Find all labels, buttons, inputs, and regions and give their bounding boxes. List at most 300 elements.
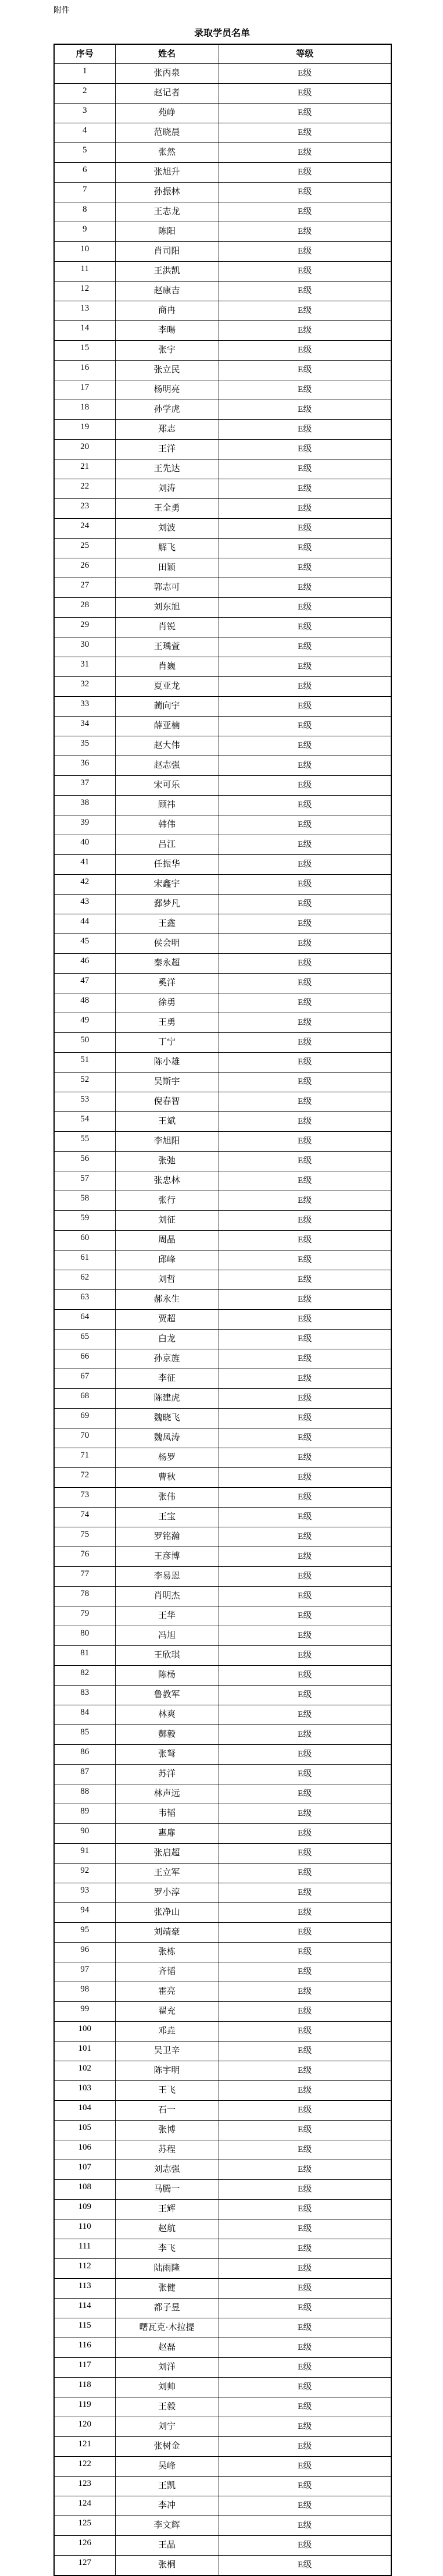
table-row <box>54 2279 391 2299</box>
table-row <box>54 2397 391 2417</box>
level-cell: E级 <box>219 1646 391 1666</box>
table-row <box>54 756 391 776</box>
table-row <box>54 1112 391 1132</box>
table-row <box>54 2180 391 2200</box>
level-cell: E级 <box>219 1883 391 1903</box>
name-cell: 夏亚龙 <box>115 677 219 697</box>
level-cell: E级 <box>219 2496 391 2516</box>
table-row <box>54 1409 391 1428</box>
row-number-cell: 7 <box>54 183 115 202</box>
name-cell: 徐勇 <box>115 993 219 1013</box>
level-cell: E级 <box>219 2061 391 2081</box>
level-cell: E级 <box>219 855 391 875</box>
level-cell: E级 <box>219 1844 391 1864</box>
name-cell: 罗小淳 <box>115 1883 219 1903</box>
name-cell: 任振华 <box>115 855 219 875</box>
level-cell: E级 <box>219 618 391 637</box>
level-cell: E级 <box>219 2259 391 2279</box>
level-cell: E级 <box>219 163 391 183</box>
level-cell: E级 <box>219 2002 391 2022</box>
name-cell: 张净山 <box>115 1903 219 1923</box>
name-cell: 李暘 <box>115 321 219 341</box>
row-number-cell: 70 <box>54 1428 115 1448</box>
row-number-cell: 14 <box>54 321 115 341</box>
row-number-cell: 40 <box>54 835 115 855</box>
table-row <box>54 183 391 202</box>
table-row <box>54 420 391 440</box>
name-cell: 苏程 <box>115 2140 219 2160</box>
name-cell: 赵磊 <box>115 2338 219 2358</box>
row-number-cell: 95 <box>54 1923 115 1943</box>
row-number-cell: 99 <box>54 2002 115 2022</box>
level-cell: E级 <box>219 776 391 796</box>
level-cell: E级 <box>219 1666 391 1686</box>
name-cell: 郭志可 <box>115 578 219 598</box>
table-row <box>54 459 391 479</box>
table-row <box>54 1231 391 1250</box>
name-cell: 李飞 <box>115 2239 219 2259</box>
level-cell: E级 <box>219 262 391 282</box>
name-cell: 王凯 <box>115 2477 219 2496</box>
table-row <box>54 677 391 697</box>
table-row <box>54 2002 391 2022</box>
row-number-cell: 84 <box>54 1705 115 1725</box>
level-cell: E级 <box>219 736 391 756</box>
level-cell: E级 <box>219 2160 391 2180</box>
name-cell: 王毅 <box>115 2397 219 2417</box>
level-cell: E级 <box>219 2101 391 2121</box>
level-cell: E级 <box>219 64 391 84</box>
level-cell: E级 <box>219 598 391 618</box>
table-row <box>54 2477 391 2496</box>
level-cell: E级 <box>219 1448 391 1468</box>
row-number-cell: 15 <box>54 341 115 361</box>
level-cell: E级 <box>219 1389 391 1409</box>
table-row <box>54 361 391 380</box>
col-header-level: 等级 <box>219 44 391 64</box>
name-cell: 范晓晨 <box>115 123 219 143</box>
table-row <box>54 598 391 618</box>
name-cell: 陈杨 <box>115 1666 219 1686</box>
name-cell: 张启超 <box>115 1844 219 1864</box>
table-row <box>54 1132 391 1152</box>
name-cell: 吴卫辛 <box>115 2041 219 2061</box>
table-row <box>54 2239 391 2259</box>
table-row <box>54 717 391 736</box>
table-row <box>54 1686 391 1705</box>
level-cell: E级 <box>219 400 391 420</box>
table-row <box>54 2457 391 2477</box>
level-cell: E级 <box>219 479 391 499</box>
row-number-cell: 3 <box>54 104 115 123</box>
level-cell: E级 <box>219 2556 391 2576</box>
row-number-cell: 9 <box>54 222 115 242</box>
row-number-cell: 98 <box>54 1982 115 2002</box>
row-number-cell: 81 <box>54 1646 115 1666</box>
level-cell: E级 <box>219 1745 391 1765</box>
row-number-cell: 49 <box>54 1013 115 1033</box>
table-row <box>54 1310 391 1330</box>
table-row <box>54 64 391 84</box>
level-cell: E级 <box>219 1567 391 1587</box>
row-number-cell: 121 <box>54 2437 115 2457</box>
level-cell: E级 <box>219 1013 391 1033</box>
name-cell: 韩伟 <box>115 815 219 835</box>
level-cell: E级 <box>219 143 391 163</box>
name-cell: 王欣琪 <box>115 1646 219 1666</box>
row-number-cell: 53 <box>54 1092 115 1112</box>
level-cell: E级 <box>219 2397 391 2417</box>
level-cell: E级 <box>219 697 391 717</box>
table-row <box>54 2259 391 2279</box>
table-row <box>54 697 391 717</box>
row-number-cell: 109 <box>54 2200 115 2219</box>
level-cell: E级 <box>219 637 391 657</box>
row-number-cell: 65 <box>54 1330 115 1349</box>
table-row <box>54 2081 391 2101</box>
row-number-cell: 106 <box>54 2140 115 2160</box>
row-number-cell: 89 <box>54 1804 115 1824</box>
table-row <box>54 479 391 499</box>
table-row <box>54 282 391 301</box>
level-cell: E级 <box>219 815 391 835</box>
row-number-cell: 28 <box>54 598 115 618</box>
name-cell: 张忠林 <box>115 1171 219 1191</box>
name-cell: 孙振林 <box>115 183 219 202</box>
name-cell: 奚洋 <box>115 974 219 993</box>
table-row <box>54 1804 391 1824</box>
table-row <box>54 1547 391 1567</box>
level-cell: E级 <box>219 2477 391 2496</box>
name-cell: 林声远 <box>115 1784 219 1804</box>
table-row <box>54 2516 391 2536</box>
level-cell: E级 <box>219 1330 391 1349</box>
name-cell: 李旭阳 <box>115 1132 219 1152</box>
name-cell: 王洪凯 <box>115 262 219 282</box>
table-row <box>54 1013 391 1033</box>
table-row <box>54 222 391 242</box>
level-cell: E级 <box>219 1310 391 1330</box>
level-cell: E级 <box>219 1962 391 1982</box>
row-number-cell: 122 <box>54 2457 115 2477</box>
table-row <box>54 1646 391 1666</box>
name-cell: 陈宇明 <box>115 2061 219 2081</box>
level-cell: E级 <box>219 2437 391 2457</box>
level-cell: E级 <box>219 1171 391 1191</box>
row-number-cell: 85 <box>54 1725 115 1745</box>
table-row <box>54 104 391 123</box>
name-cell: 王勇 <box>115 1013 219 1033</box>
name-cell: 郄梦凡 <box>115 895 219 914</box>
level-cell: E级 <box>219 796 391 815</box>
name-cell: 肖锐 <box>115 618 219 637</box>
name-cell: 顾祎 <box>115 796 219 815</box>
row-number-cell: 94 <box>54 1903 115 1923</box>
name-cell: 陈建虎 <box>115 1389 219 1409</box>
row-number-cell: 32 <box>54 677 115 697</box>
table-row <box>54 934 391 954</box>
row-number-cell: 6 <box>54 163 115 183</box>
header-row <box>54 44 391 64</box>
level-cell: E级 <box>219 282 391 301</box>
level-cell: E级 <box>219 1290 391 1310</box>
row-number-cell: 97 <box>54 1962 115 1982</box>
name-cell: 贾超 <box>115 1310 219 1330</box>
level-cell: E级 <box>219 1231 391 1250</box>
row-number-cell: 64 <box>54 1310 115 1330</box>
level-cell: E级 <box>219 974 391 993</box>
level-cell: E级 <box>219 1705 391 1725</box>
level-cell: E级 <box>219 1606 391 1626</box>
row-number-cell: 88 <box>54 1784 115 1804</box>
row-number-cell: 24 <box>54 519 115 539</box>
table-row <box>54 1448 391 1468</box>
table-row <box>54 2556 391 2576</box>
row-number-cell: 83 <box>54 1686 115 1705</box>
row-number-cell: 35 <box>54 736 115 756</box>
table-row <box>54 558 391 578</box>
name-cell: 刘涛 <box>115 479 219 499</box>
name-cell: 酆毅 <box>115 1725 219 1745</box>
table-row <box>54 2140 391 2160</box>
level-cell: E级 <box>219 2121 391 2140</box>
table-row <box>54 1290 391 1310</box>
row-number-cell: 69 <box>54 1409 115 1428</box>
level-cell: E级 <box>219 1547 391 1567</box>
table-row <box>54 1626 391 1646</box>
level-cell: E级 <box>219 539 391 558</box>
row-number-cell: 58 <box>54 1191 115 1211</box>
name-cell: 罗铭瀚 <box>115 1527 219 1547</box>
row-number-cell: 34 <box>54 717 115 736</box>
level-cell: E级 <box>219 1468 391 1488</box>
table-row <box>54 440 391 459</box>
level-cell: E级 <box>219 756 391 776</box>
row-number-cell: 73 <box>54 1488 115 1508</box>
table-row <box>54 875 391 895</box>
table-row <box>54 1191 391 1211</box>
level-cell: E级 <box>219 183 391 202</box>
row-number-cell: 93 <box>54 1883 115 1903</box>
row-number-cell: 116 <box>54 2338 115 2358</box>
row-number-cell: 119 <box>54 2397 115 2417</box>
name-cell: 肖巍 <box>115 657 219 677</box>
row-number-cell: 79 <box>54 1606 115 1626</box>
table-row <box>54 1982 391 2002</box>
row-number-cell: 25 <box>54 539 115 558</box>
level-cell: E级 <box>219 1765 391 1784</box>
row-number-cell: 87 <box>54 1765 115 1784</box>
level-cell: E级 <box>219 459 391 479</box>
level-cell: E级 <box>219 954 391 974</box>
row-number-cell: 61 <box>54 1250 115 1270</box>
row-number-cell: 107 <box>54 2160 115 2180</box>
row-number-cell: 55 <box>54 1132 115 1152</box>
row-number-cell: 45 <box>54 934 115 954</box>
row-number-cell: 125 <box>54 2516 115 2536</box>
row-number-cell: 120 <box>54 2417 115 2437</box>
row-number-cell: 21 <box>54 459 115 479</box>
name-cell: 苏洋 <box>115 1765 219 1784</box>
row-number-cell: 17 <box>54 380 115 400</box>
row-number-cell: 77 <box>54 1567 115 1587</box>
level-cell: E级 <box>219 2358 391 2378</box>
name-cell: 郑志 <box>115 420 219 440</box>
row-number-cell: 123 <box>54 2477 115 2496</box>
row-number-cell: 111 <box>54 2239 115 2259</box>
level-cell: E级 <box>219 380 391 400</box>
level-cell: E级 <box>219 1804 391 1824</box>
name-cell: 张栋 <box>115 1943 219 1962</box>
table-row <box>54 1587 391 1606</box>
level-cell: E级 <box>219 2279 391 2299</box>
name-cell: 赵志强 <box>115 756 219 776</box>
row-number-cell: 50 <box>54 1033 115 1053</box>
level-cell: E级 <box>219 321 391 341</box>
table-row <box>54 835 391 855</box>
row-number-cell: 16 <box>54 361 115 380</box>
row-number-cell: 60 <box>54 1231 115 1250</box>
row-number-cell: 33 <box>54 697 115 717</box>
name-cell: 张弛 <box>115 1152 219 1171</box>
table-row <box>54 1092 391 1112</box>
name-cell: 张伟 <box>115 1488 219 1508</box>
row-number-cell: 18 <box>54 400 115 420</box>
name-cell: 曙瓦克·木拉提 <box>115 2318 219 2338</box>
name-cell: 丁宁 <box>115 1033 219 1053</box>
table-row <box>54 1389 391 1409</box>
name-cell: 陈小雄 <box>115 1053 219 1073</box>
row-number-cell: 20 <box>54 440 115 459</box>
name-cell: 肖明杰 <box>115 1587 219 1606</box>
row-number-cell: 19 <box>54 420 115 440</box>
row-number-cell: 38 <box>54 796 115 815</box>
row-number-cell: 31 <box>54 657 115 677</box>
row-number-cell: 118 <box>54 2378 115 2397</box>
row-number-cell: 86 <box>54 1745 115 1765</box>
name-cell: 刘志强 <box>115 2160 219 2180</box>
name-cell: 解飞 <box>115 539 219 558</box>
level-cell: E级 <box>219 2299 391 2318</box>
row-number-cell: 63 <box>54 1290 115 1310</box>
name-cell: 都子昱 <box>115 2299 219 2318</box>
level-cell: E级 <box>219 2200 391 2219</box>
row-number-cell: 90 <box>54 1824 115 1844</box>
table-row <box>54 1765 391 1784</box>
level-cell: E级 <box>219 301 391 321</box>
level-cell: E级 <box>219 1864 391 1883</box>
name-cell: 赵记者 <box>115 84 219 104</box>
level-cell: E级 <box>219 242 391 262</box>
row-number-cell: 52 <box>54 1073 115 1092</box>
table-row <box>54 1073 391 1092</box>
level-cell: E级 <box>219 519 391 539</box>
table-row <box>54 1745 391 1765</box>
table-row <box>54 1567 391 1587</box>
table-row <box>54 2200 391 2219</box>
name-cell: 王华 <box>115 1606 219 1626</box>
table-row <box>54 341 391 361</box>
row-number-cell: 26 <box>54 558 115 578</box>
name-cell: 陈阳 <box>115 222 219 242</box>
table-row <box>54 301 391 321</box>
name-cell: 张宇 <box>115 341 219 361</box>
row-number-cell: 48 <box>54 993 115 1013</box>
table-row <box>54 262 391 282</box>
col-header-name: 姓名 <box>115 44 219 64</box>
table-row <box>54 2121 391 2140</box>
row-number-cell: 103 <box>54 2081 115 2101</box>
level-cell: E级 <box>219 914 391 934</box>
row-number-cell: 5 <box>54 143 115 163</box>
level-cell: E级 <box>219 2081 391 2101</box>
row-number-cell: 30 <box>54 637 115 657</box>
name-cell: 王志龙 <box>115 202 219 222</box>
name-cell: 魏凤涛 <box>115 1428 219 1448</box>
name-cell: 张行 <box>115 1191 219 1211</box>
table-row <box>54 974 391 993</box>
name-cell: 孙学虎 <box>115 400 219 420</box>
table-row <box>54 1211 391 1231</box>
table-row <box>54 618 391 637</box>
row-number-cell: 74 <box>54 1508 115 1527</box>
name-cell: 韦韬 <box>115 1804 219 1824</box>
table-row <box>54 499 391 519</box>
row-number-cell: 113 <box>54 2279 115 2299</box>
name-cell: 刘征 <box>115 1211 219 1231</box>
level-cell: E级 <box>219 1784 391 1804</box>
row-number-cell: 44 <box>54 914 115 934</box>
name-cell: 马腾一 <box>115 2180 219 2200</box>
name-cell: 王全勇 <box>115 499 219 519</box>
level-cell: E级 <box>219 1112 391 1132</box>
row-number-cell: 10 <box>54 242 115 262</box>
row-number-cell: 127 <box>54 2556 115 2576</box>
row-number-cell: 51 <box>54 1053 115 1073</box>
table-row <box>54 2338 391 2358</box>
name-cell: 宋可乐 <box>115 776 219 796</box>
row-number-cell: 91 <box>54 1844 115 1864</box>
level-cell: E级 <box>219 1428 391 1448</box>
row-number-cell: 112 <box>54 2259 115 2279</box>
row-number-cell: 42 <box>54 875 115 895</box>
name-cell: 倪春智 <box>115 1092 219 1112</box>
level-cell: E级 <box>219 875 391 895</box>
admission-roster-table <box>53 44 392 2576</box>
level-cell: E级 <box>219 1725 391 1745</box>
table-row <box>54 2219 391 2239</box>
table-row <box>54 2417 391 2437</box>
level-cell: E级 <box>219 341 391 361</box>
level-cell: E级 <box>219 1211 391 1231</box>
level-cell: E级 <box>219 717 391 736</box>
row-number-cell: 12 <box>54 282 115 301</box>
level-cell: E级 <box>219 420 391 440</box>
table-row <box>54 578 391 598</box>
table-row <box>54 539 391 558</box>
name-cell: 王立军 <box>115 1864 219 1883</box>
attachment-label: 附件 <box>53 6 70 15</box>
table-row <box>54 1844 391 1864</box>
table-row <box>54 1053 391 1073</box>
name-cell: 魏晓飞 <box>115 1409 219 1428</box>
row-number-cell: 100 <box>54 2022 115 2041</box>
row-number-cell: 80 <box>54 1626 115 1646</box>
table-row <box>54 1330 391 1349</box>
level-cell: E级 <box>219 558 391 578</box>
row-number-cell: 1 <box>54 64 115 84</box>
row-number-cell: 57 <box>54 1171 115 1191</box>
